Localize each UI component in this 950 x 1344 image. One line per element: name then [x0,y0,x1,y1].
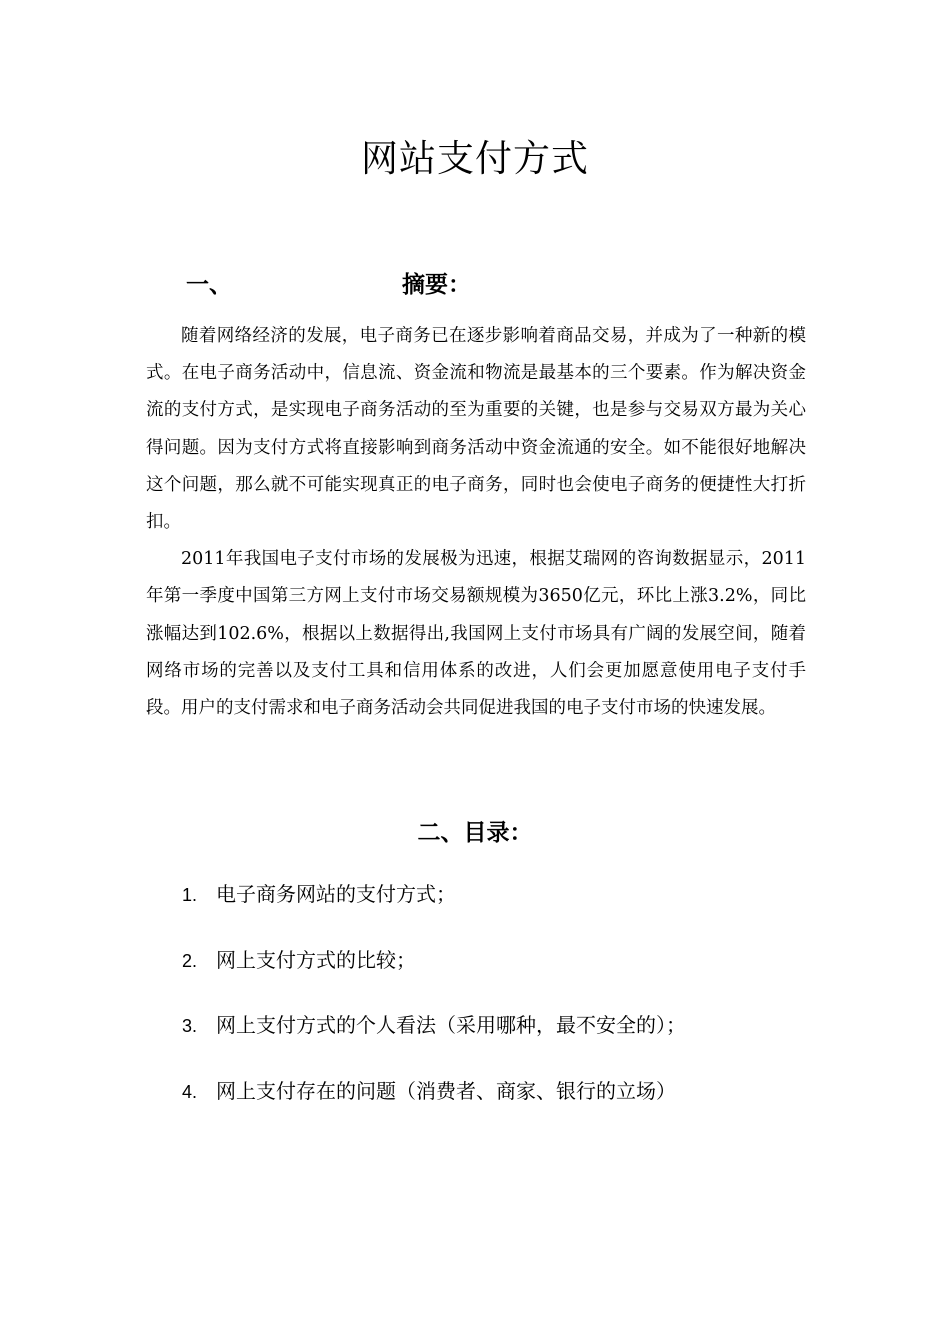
abstract-body [146,318,806,727]
document-title: 网站支付方式 [361,137,589,180]
toc-heading: 二、目录： [417,820,533,846]
toc-item-number: 1. [182,885,198,905]
abstract-paragraph-2: 2011年我国电子支付市场的发展极为迅速，根据艾瑞网的咨询数据显示，2011年第一季度中国第三方网上支付市场交易额规模为3650亿元，环比上涨3.2%，同比涨幅达到102.6%，根据以上数据得出,我国网上支付市场具有广阔的发展空间，随着网络市场的完善以及支付工具和信用体系的改进，人们会更加愿意使用电子支付手段。用户的支付需求和电子商务活动会共同促进我国的电子支付市场的快速发展。 [146,549,806,719]
abstract-heading-text: 摘要： [402,272,471,298]
toc-item [182,1005,822,1071]
toc-item-text: 网上支付方式的比较； [216,947,416,972]
toc-item [182,940,822,1006]
toc-item-text: 网上支付方式的个人看法（采用哪种，最不安全的）； [216,1013,686,1037]
toc-item-text: 电子商务网站的支付方式； [216,882,456,906]
toc-item-number: 2. [182,950,198,971]
toc-item [182,1071,822,1137]
abstract-paragraph-1: 随着网络经济的发展，电子商务已在逐步影响着商品交易，并成为了一种新的模式。在电子商务活动中，信息流、资金流和物流是最基本的三个要素。作为解决资金流的支付方式，是实现电子商务活动的至为重要的关键，也是参与交易双方最为关心得问题。因为支付方式将直接影响到商务活动中资金流通的安全。如不能很好地解决这个问题，那么就不可能实现真正的电子商务，同时也会使电子商务的便捷性大打折扣。 [146,326,806,533]
toc-item-number: 4. [182,1081,198,1102]
toc-item [182,874,822,940]
toc-item-text: 网上支付存在的问题（消费者、商家、银行的立场） [216,1078,676,1103]
toc-item-number: 3. [182,1016,198,1036]
abstract-heading-number: 一、 [186,272,232,298]
abstract-heading [186,266,506,306]
toc-list [182,874,822,1136]
